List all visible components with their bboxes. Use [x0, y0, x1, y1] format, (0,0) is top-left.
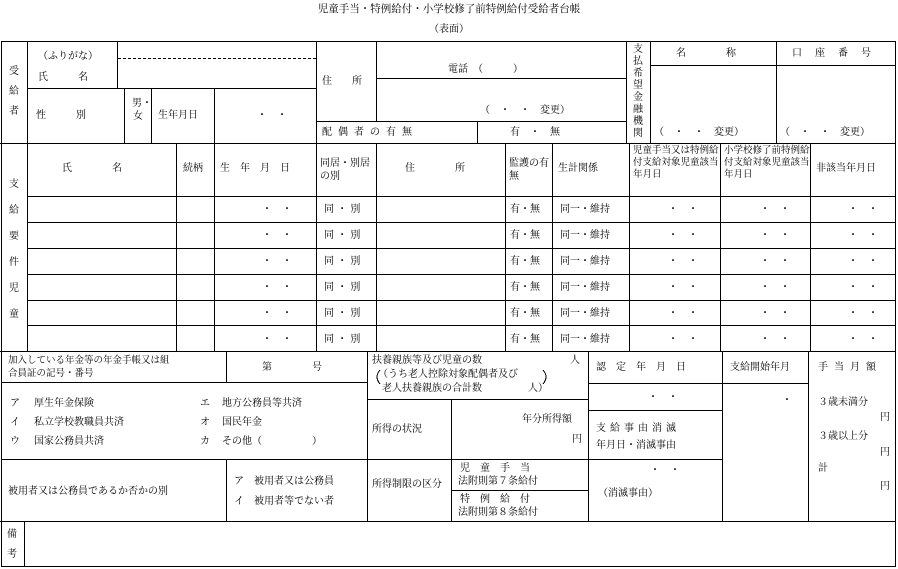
- child-elementary-date-header: 小学校修了前特例給付支給対象児童該当年月日: [724, 145, 810, 180]
- pension-type-key: エ: [200, 398, 210, 409]
- certification-date-value[interactable]: ・ ・: [648, 392, 678, 403]
- child-elementary-date-value[interactable]: ・ ・: [760, 334, 790, 345]
- pension-type-name[interactable]: 国家公務員共済: [34, 436, 104, 447]
- pension-label-line2: 合員証の記号・番号: [8, 368, 94, 379]
- termination-line2: 年月日・消滅事由: [596, 440, 676, 451]
- pension-type-key: オ: [200, 417, 210, 428]
- remarks-label: 備考: [7, 529, 17, 560]
- child-custody-value[interactable]: 有・無: [510, 308, 540, 319]
- pension-type-name[interactable]: 地方公務員等共済: [222, 398, 302, 409]
- child-livelihood-value[interactable]: 同一・維持: [560, 282, 610, 293]
- child-nonelig-date-value[interactable]: ・ ・: [848, 204, 878, 215]
- child-dob-value[interactable]: ・ ・: [262, 334, 292, 345]
- child-cohabit-value[interactable]: 同 ・ 別: [324, 256, 361, 267]
- pension-type-name[interactable]: 国民年金: [222, 417, 262, 428]
- recipient-name-label: 氏 名: [38, 72, 88, 83]
- pension-label-line1: 加入している年金等の年金手帳又は組: [8, 355, 170, 366]
- employee-option-a[interactable]: ア 被用者又は公務員: [234, 476, 334, 487]
- dependents-line1: 扶養親族等及び児童の数: [372, 355, 482, 366]
- employee-option-b[interactable]: イ 被用者等でない者: [234, 496, 334, 507]
- child-relation-header: 続柄: [183, 163, 203, 174]
- child-elementary-date-value[interactable]: ・ ・: [760, 256, 790, 267]
- child-cohabit-value[interactable]: 同 ・ 別: [324, 308, 361, 319]
- child-elementary-date-value[interactable]: ・ ・: [760, 204, 790, 215]
- termination-reason-label[interactable]: （消滅事由）: [598, 488, 658, 499]
- child-cohabit-value[interactable]: 同 ・ 別: [324, 282, 361, 293]
- total-label: 計: [818, 463, 828, 474]
- child-dob-value[interactable]: ・ ・: [262, 256, 292, 267]
- bank-section-label: 支払希望金融機関: [633, 44, 643, 139]
- child-livelihood-header: 生計関係: [558, 163, 598, 174]
- employee-status-label: 被用者又は公務員であるか否かの別: [8, 486, 168, 497]
- child-custody-header: 監護の有無: [509, 158, 549, 182]
- child-eligible-date-header: 児童手当又は特例給付支給対象児童該当年月日: [633, 145, 719, 180]
- child-livelihood-value[interactable]: 同一・維持: [560, 334, 610, 345]
- payment-start-value[interactable]: ・: [782, 395, 792, 406]
- account-change-label[interactable]: （ ・ ・ 変更）: [780, 127, 870, 138]
- child-livelihood-value[interactable]: 同一・維持: [560, 230, 610, 241]
- dependents-line2: （うち老人控除対象配偶者及び: [378, 369, 518, 380]
- child-eligible-date-value[interactable]: ・ ・: [668, 230, 698, 241]
- bank-change-label[interactable]: （ ・ ・ 変更）: [654, 127, 744, 138]
- form-title: 児童手当・特例給付・小学校修了前特例給付受給者台帳: [317, 3, 581, 15]
- child-dob-value[interactable]: ・ ・: [262, 204, 292, 215]
- bank-name-header: 名 称: [676, 48, 736, 59]
- recipient-section-label: 受給者: [9, 66, 19, 117]
- recipient-dob-label: 生年月日: [158, 110, 198, 121]
- child-eligible-date-value[interactable]: ・ ・: [668, 308, 698, 319]
- pension-type-key: イ: [10, 417, 20, 428]
- child-eligible-date-value[interactable]: ・ ・: [668, 334, 698, 345]
- child-cohabit-value[interactable]: 同 ・ 別: [324, 204, 361, 215]
- child-eligible-date-value[interactable]: ・ ・: [668, 204, 698, 215]
- over3-yen: 円: [880, 447, 890, 458]
- annual-income-label: 年分所得額: [522, 414, 572, 425]
- pension-type-key: ア: [10, 398, 20, 409]
- child-custody-value[interactable]: 有・無: [510, 256, 540, 267]
- child-livelihood-value[interactable]: 同一・維持: [560, 256, 610, 267]
- income-limit-label: 所得制限の区分: [372, 479, 442, 490]
- payment-start-label: 支給開始年月: [730, 362, 790, 373]
- termination-line1: 支給事由消滅: [596, 423, 680, 434]
- child-allowance-label[interactable]: 児 童 手 当: [460, 463, 530, 474]
- special-benefit-label[interactable]: 特 例 給 付: [460, 494, 530, 505]
- children-section-label: 支給要件児童: [9, 179, 19, 320]
- address-change-label[interactable]: （ ・ ・ 変更）: [480, 105, 570, 116]
- form-subtitle: （表面）: [429, 24, 469, 35]
- pension-type-name[interactable]: その他（ ）: [222, 436, 322, 447]
- pension-type-key: ウ: [10, 436, 20, 447]
- child-nonelig-date-value[interactable]: ・ ・: [848, 230, 878, 241]
- recipient-sex-label: 性 別: [36, 110, 86, 121]
- child-dob-value[interactable]: ・ ・: [262, 308, 292, 319]
- child-custody-value[interactable]: 有・無: [510, 334, 540, 345]
- pension-type-key: カ: [200, 436, 210, 447]
- child-cohabit-header: 同居・別居の別: [320, 158, 370, 182]
- article7-label[interactable]: 法附則第７条給付: [458, 476, 538, 487]
- dependents-unit2: 人）: [528, 383, 548, 394]
- child-address-header: 住 所: [405, 163, 465, 174]
- recipient-dob-value[interactable]: ・ ・: [257, 110, 287, 121]
- child-livelihood-value[interactable]: 同一・維持: [560, 308, 610, 319]
- child-dob-header: 生 年 月 日: [220, 163, 290, 174]
- spouse-options[interactable]: 有 ・ 無: [510, 127, 560, 138]
- dependents-line3: 老人扶養親族の合計数: [382, 383, 482, 394]
- child-custody-value[interactable]: 有・無: [510, 230, 540, 241]
- child-nonelig-date-value[interactable]: ・ ・: [848, 334, 878, 345]
- child-cohabit-value[interactable]: 同 ・ 別: [324, 334, 361, 345]
- article8-label[interactable]: 法附則第８条給付: [458, 507, 538, 518]
- dependents-unit1: 人: [570, 355, 580, 366]
- phone-label[interactable]: 電話 （ ）: [448, 64, 523, 75]
- child-dob-value[interactable]: ・ ・: [262, 230, 292, 241]
- income-yen-unit: 円: [572, 434, 582, 445]
- account-number-header: 口座番号: [792, 48, 884, 59]
- child-nonelig-date-value[interactable]: ・ ・: [848, 256, 878, 267]
- spouse-label: 配偶者の有無: [322, 127, 418, 138]
- under3-yen: 円: [880, 412, 890, 423]
- pension-type-name[interactable]: 厚生年金保険: [34, 398, 94, 409]
- under3-label: ３歳未満分: [818, 397, 868, 408]
- termination-date-value[interactable]: ・ ・: [650, 465, 680, 476]
- child-nonelig-date-header: 非該当年月日: [816, 163, 876, 174]
- child-custody-value[interactable]: 有・無: [510, 282, 540, 293]
- remarks-field[interactable]: [26, 523, 894, 565]
- pension-type-name[interactable]: 私立学校教職員共済: [34, 417, 124, 428]
- child-nonelig-date-value[interactable]: ・ ・: [848, 282, 878, 293]
- child-nonelig-date-value[interactable]: ・ ・: [848, 308, 878, 319]
- child-elementary-date-value[interactable]: ・ ・: [760, 308, 790, 319]
- child-eligible-date-value[interactable]: ・ ・: [668, 256, 698, 267]
- child-livelihood-value[interactable]: 同一・維持: [560, 204, 610, 215]
- over3-label: ３歳以上分: [818, 431, 868, 442]
- child-cohabit-value[interactable]: 同 ・ 別: [324, 230, 361, 241]
- sex-options[interactable]: 男・女: [132, 98, 152, 122]
- address-label: 住 所: [322, 76, 362, 87]
- child-elementary-date-value[interactable]: ・ ・: [760, 230, 790, 241]
- furigana-label: （ふりがな）: [38, 51, 98, 62]
- monthly-amount-label: 手当月額: [818, 362, 882, 373]
- income-status-label: 所得の状況: [372, 424, 422, 435]
- child-elementary-date-value[interactable]: ・ ・: [760, 282, 790, 293]
- pension-number-label[interactable]: 第 号: [262, 362, 322, 373]
- child-eligible-date-value[interactable]: ・ ・: [668, 282, 698, 293]
- child-custody-value[interactable]: 有・無: [510, 204, 540, 215]
- certification-date-label: 認 定 年 月 日: [596, 362, 686, 373]
- child-name-header: 氏 名: [62, 163, 122, 174]
- total-yen: 円: [880, 481, 890, 492]
- child-dob-value[interactable]: ・ ・: [262, 282, 292, 293]
